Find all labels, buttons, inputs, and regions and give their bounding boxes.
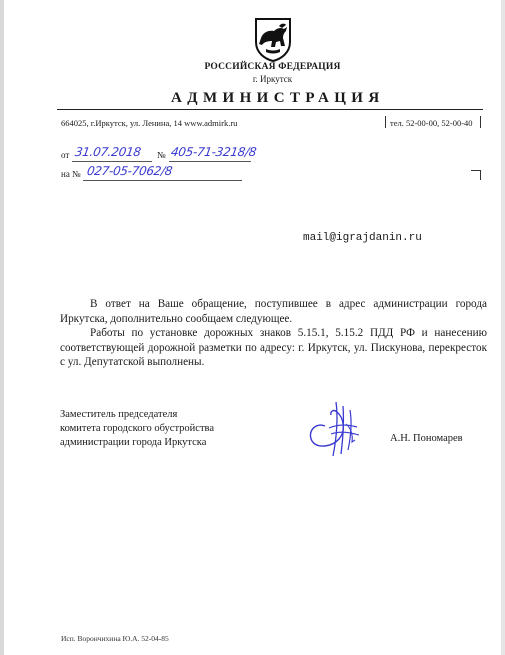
- registration-number: 405-71-3218/8: [170, 145, 258, 159]
- header-divider: [57, 109, 483, 110]
- signatory-title-line-2: комитета городского обустройства: [60, 423, 215, 434]
- signatory-title-line-1: Заместитель председателя: [60, 409, 178, 420]
- letter-paragraph-2: Работы по установке дорожных знаков 5.15.1, 5.15.2 ПДД РФ и нанесению соответствующей дорожной разметки по адресу: г. Иркутск, ул. Пискунова, перекресток с ул. Депутатской выполнены.: [60, 327, 487, 369]
- irkutsk-coat-of-arms-icon: [252, 16, 294, 62]
- signatory-name: А.Н. Пономарев: [390, 433, 463, 444]
- date-underline: [72, 161, 152, 162]
- organization-address: 664025, г.Иркутск, ул. Ленина, 14 www.admirk.ru: [61, 118, 238, 128]
- signatory-title-line-3: администрации города Иркутска: [60, 437, 207, 448]
- reference-label: на №: [61, 169, 81, 179]
- organization-phone: тел. 52-00-00, 52-00-40: [390, 118, 473, 128]
- page-left-edge: [0, 0, 4, 655]
- date-label: от: [61, 150, 70, 160]
- registration-date: 31.07.2018: [74, 145, 142, 159]
- page-right-edge: [501, 0, 505, 655]
- addressee-corner-mark-vertical: [480, 170, 481, 180]
- organization-title: АДМИНИСТРАЦИЯ: [171, 90, 385, 106]
- number-underline: [169, 161, 251, 162]
- address-separator: [385, 116, 386, 128]
- executor-note: Исп. Ворончихина Ю.А. 52-04-85: [61, 634, 169, 643]
- phone-separator: [480, 116, 481, 128]
- city-name: г. Иркутск: [252, 74, 293, 84]
- reference-underline: [83, 180, 242, 181]
- number-label: №: [157, 150, 166, 160]
- handwritten-signature: [303, 398, 365, 460]
- country-name: РОССИЙСКАЯ ФЕДЕРАЦИЯ: [204, 62, 341, 72]
- reference-number: 027-05-7062/8: [86, 164, 174, 178]
- signatory-title: [60, 408, 214, 450]
- recipient-email: mail@igrajdanin.ru: [303, 232, 422, 244]
- letter-paragraph-1: В ответ на Ваше обращение, поступившее в адрес администрации города Иркутска, дополнительно сообщаем следующее.: [60, 298, 487, 325]
